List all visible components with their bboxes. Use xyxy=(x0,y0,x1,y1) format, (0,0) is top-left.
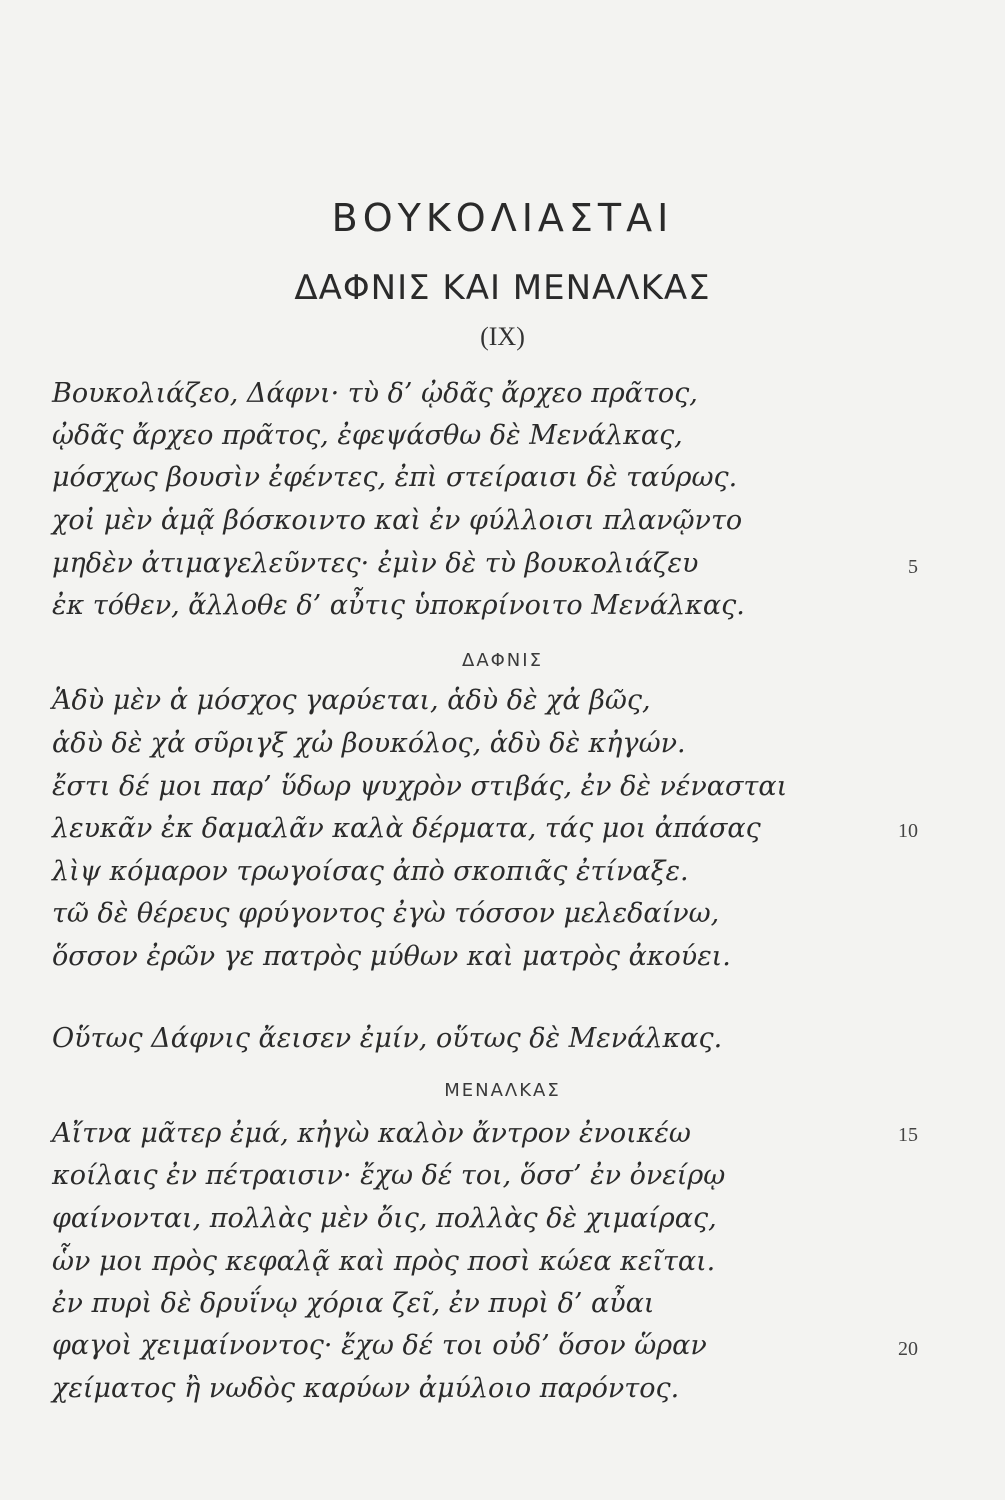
line-number: 15 xyxy=(898,1124,918,1146)
line-number: 5 xyxy=(908,556,918,578)
verse-line: λὶψ κόμαρον τρωγοίσας ἀπὸ σκοπιᾶς ἐτίναξε. xyxy=(52,856,689,887)
verse-line: φαίνονται, πολλὰς μὲν ὄις, πολλὰς δὲ χιμαίρας, xyxy=(52,1203,717,1234)
poem-title: ΔΑΦΝΙΣ ΚΑΙ ΜΕΝΑΛΚΑΣ xyxy=(294,268,711,308)
speaker-label-menalkas: ΜΕΝΑΛΚΑΣ xyxy=(444,1080,561,1101)
verse-line: Αἴτνα μᾶτερ ἐμά, κἠγὼ καλὸν ἄντρον ἐνοικέω xyxy=(52,1118,691,1149)
speaker-label-daphnis: ΔΑΦΝΙΣ xyxy=(462,650,543,671)
verse-line: μόσχως βουσὶν ἐφέντες, ἐπὶ στείραισι δὲ ταύρως. xyxy=(52,462,738,493)
verse-line: Βουκολιάζεο, Δάφνι· τὺ δ’ ᾠδᾶς ἄρχεο πρᾶτος, xyxy=(52,378,698,409)
verse-line: ὧν μοι πρὸς κεφαλᾷ καὶ πρὸς ποσὶ κώεα κεῖται. xyxy=(52,1246,716,1277)
line-number: 20 xyxy=(898,1338,918,1360)
verse-line: ἐν πυρὶ δὲ δρυΐνῳ χόρια ζεῖ, ἐν πυρὶ δ’ αὖαι xyxy=(52,1288,655,1319)
verse-line-interlude: Οὕτως Δάφνις ἄεισεν ἐμίν, οὕτως δὲ Μενάλκας. xyxy=(52,1023,723,1054)
verse-line: χοἰ μὲν ἁμᾷ βόσκοιντο καὶ ἐν φύλλοισι πλανῷντο xyxy=(52,505,743,536)
verse-line: χείματος ἢ νωδὸς καρύων ἀμύλοιο παρόντος. xyxy=(52,1373,680,1404)
verse-line: τῶ δὲ θέρευς φρύγοντος ἐγὼ τόσσον μελεδαίνω, xyxy=(52,898,720,929)
verse-line: ᾠδᾶς ἄρχεο πρᾶτος, ἐφεψάσθω δὲ Μενάλκας, xyxy=(52,420,683,451)
verse-line: μηδὲν ἀτιμαγελεῦντες· ἐμὶν δὲ τὺ βουκολιάζευ xyxy=(52,548,699,579)
line-number: 10 xyxy=(898,820,918,842)
verse-line: ὅσσον ἐρῶν γε πατρὸς μύθων καὶ ματρὸς ἀκούει. xyxy=(52,941,731,972)
verse-line: λευκᾶν ἐκ δαμαλᾶν καλὰ δέρματα, τάς μοι ἀπάσας xyxy=(52,813,761,844)
verse-line: φαγοὶ χειμαίνοντος· ἔχω δέ τοι οὐδ’ ὅσον ὥραν xyxy=(52,1330,707,1361)
poem-collection-title: ΒΟΥΚΟΛΙΑΣΤΑΙ xyxy=(331,196,674,240)
verse-line: κοίλαις ἐν πέτραισιν· ἔχω δέ τοι, ὅσσ’ ἐν ὀνείρῳ xyxy=(52,1160,726,1191)
verse-line: ἁδὺ δὲ χἀ σῦριγξ χὠ βουκόλος, ἁδὺ δὲ κἠγών. xyxy=(52,728,686,759)
verse-line: Ἁδὺ μὲν ἁ μόσχος γαρύεται, ἁδὺ δὲ χἀ βῶς, xyxy=(52,685,651,716)
idyll-number: (IX) xyxy=(480,322,525,351)
verse-line: ἔστι δέ μοι παρ’ ὕδωρ ψυχρὸν στιβάς, ἐν δὲ νένασται xyxy=(52,771,788,802)
verse-line: ἐκ τόθεν, ἄλλοθε δ’ αὖτις ὑποκρίνοιτο Μενάλκας. xyxy=(52,590,745,621)
